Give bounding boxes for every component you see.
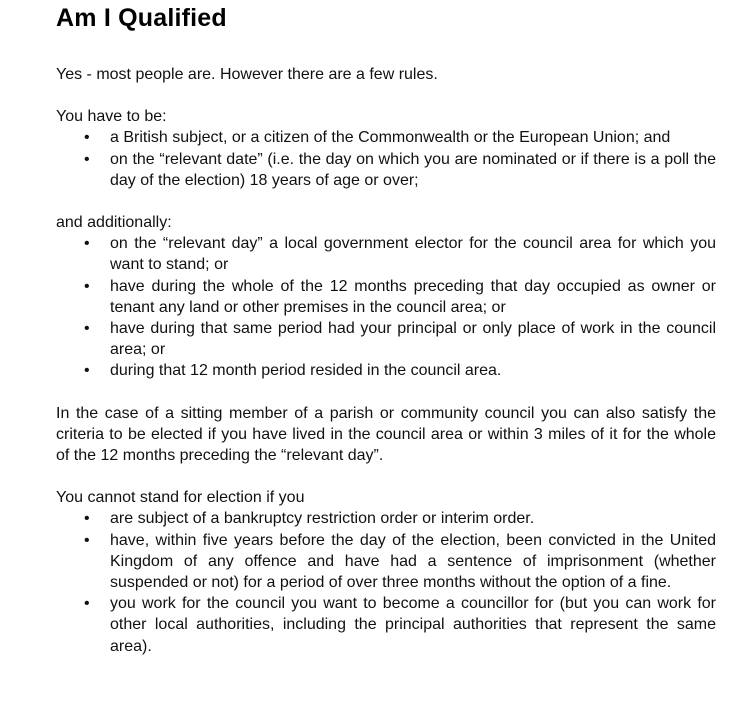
list-item: • on the “relevant day” a local government elector for the council area for which you want to stand; or (84, 235, 716, 274)
bullet-icon: • (84, 320, 90, 338)
list-item: • have, within five years before the day of the election, been convicted in the United Kingdom of any offence and have had a sentence of imprisonment (whether suspended or not) for a period of over three months without the option of a fine. (84, 531, 716, 592)
bullet-icon: • (84, 277, 90, 295)
list-item: • you work for the council you want to become a councillor for (but you can work for other local authorities, including the principal authorities that represent the same area). (84, 595, 716, 655)
list-item: • have during that same period had your principal or only place of work in the council area; or (84, 320, 716, 359)
additional-requirements-list (56, 233, 716, 381)
list-item: • a British subject, or a citizen of the Commonwealth or the European Union; and (56, 127, 716, 148)
bullet-icon: • (84, 531, 90, 549)
requirements-list (56, 127, 716, 191)
bullet-icon: • (84, 129, 90, 147)
page-title: Am I Qualified (56, 4, 227, 32)
intro-text: Yes - most people are. However there are a few rules. (56, 66, 438, 83)
bullet-icon: • (84, 150, 90, 168)
list-item: • are subject of a bankruptcy restriction order or interim order. (56, 508, 716, 529)
document-page (56, 0, 716, 657)
list-item: • have during the whole of the 12 months preceding that day occupied as owner or tenant any land or other premises in the council area; or (84, 277, 716, 316)
disqualifications-lead: You cannot stand for election if you (56, 489, 305, 507)
bullet-icon: • (84, 235, 90, 253)
bullet-icon: • (84, 362, 90, 380)
requirements-lead: You have to be: (56, 108, 167, 126)
additional-lead: and additionally: (56, 214, 172, 232)
parish-council-note: In the case of a sitting member of a parish or community council you can also satisfy the criteria to be elected if you have lived in the council area or within 3 miles of it for the whole of the 12 months preceding the “relevant day”. (56, 404, 716, 465)
bullet-icon: • (84, 595, 90, 613)
disqualifications-list (56, 508, 716, 656)
bullet-icon: • (84, 510, 90, 528)
list-item: • during that 12 month period resided in the council area. (56, 360, 716, 381)
list-item: • on the “relevant date” (i.e. the day on which you are nominated or if there is a poll the day of the election) 18 years of age or over; (84, 150, 716, 189)
